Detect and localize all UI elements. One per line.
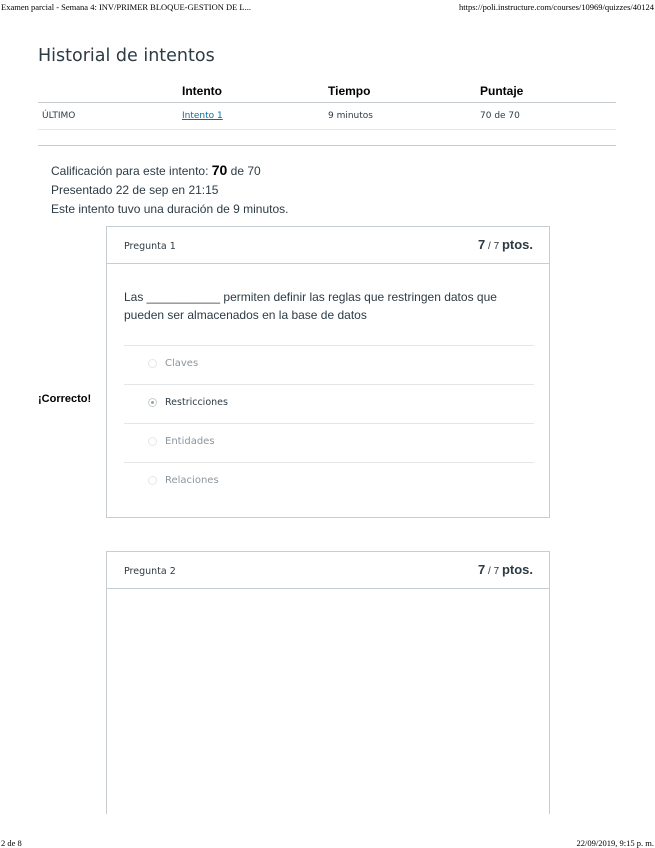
attempt-history-table bbox=[38, 80, 616, 130]
duration-text: Este intento tuvo una duración de 9 minutos. bbox=[51, 202, 289, 216]
answer-label: Entidades bbox=[165, 436, 215, 447]
attempt-cell bbox=[182, 103, 328, 130]
radio-button[interactable] bbox=[148, 476, 157, 485]
answer-option-selected[interactable] bbox=[124, 384, 534, 423]
print-header bbox=[0, 0, 655, 14]
table-row bbox=[38, 103, 616, 130]
print-page-number: 2 de 8 bbox=[1, 838, 22, 848]
print-page-title: Examen parcial - Semana 4: INV/PRIMER BLOQUE-GESTION DE L... bbox=[1, 2, 251, 12]
score-line bbox=[51, 161, 289, 181]
answer-option[interactable] bbox=[124, 423, 534, 462]
attempt-summary bbox=[51, 161, 289, 219]
answer-list bbox=[124, 345, 534, 501]
column-header-score: Puntaje bbox=[480, 80, 616, 103]
attempt-score: 70 de 70 bbox=[480, 103, 616, 130]
attempt-row-label: ÚLTIMO bbox=[38, 103, 182, 130]
radio-button-checked[interactable] bbox=[148, 398, 157, 407]
points-earned: 7 bbox=[478, 562, 486, 577]
radio-button[interactable] bbox=[148, 359, 157, 368]
table-header-row bbox=[38, 80, 616, 103]
question-card-2 bbox=[106, 551, 550, 814]
column-header-blank bbox=[38, 80, 182, 103]
answer-label: Relaciones bbox=[165, 475, 219, 486]
correct-answer-flag: ¡Correcto! bbox=[38, 393, 92, 405]
score-prefix: Calificación para este intento: bbox=[51, 164, 212, 178]
question-header bbox=[107, 227, 549, 264]
attempt-time: 9 minutos bbox=[328, 103, 480, 130]
question-points bbox=[478, 237, 533, 252]
points-total: / 7 bbox=[485, 566, 502, 577]
question-header bbox=[107, 552, 549, 589]
question-card-1 bbox=[106, 226, 550, 518]
answer-option[interactable] bbox=[124, 345, 534, 384]
print-page-url: https://poli.instructure.com/courses/10969/quizzes/40124 bbox=[459, 2, 654, 12]
radio-button[interactable] bbox=[148, 437, 157, 446]
points-total: / 7 bbox=[485, 241, 502, 252]
attempt-history-title: Historial de intentos bbox=[38, 46, 215, 66]
score-value: 70 bbox=[211, 162, 228, 178]
question-name: Pregunta 2 bbox=[124, 566, 176, 577]
score-suffix: de 70 bbox=[227, 164, 261, 178]
column-header-attempt: Intento bbox=[182, 80, 328, 103]
points-unit: ptos. bbox=[501, 562, 533, 577]
column-header-time: Tiempo bbox=[328, 80, 480, 103]
answer-label: Claves bbox=[165, 358, 199, 369]
print-datetime: 22/09/2019, 9:15 p. m. bbox=[576, 838, 654, 848]
points-unit: ptos. bbox=[501, 237, 533, 252]
divider bbox=[38, 145, 616, 146]
question-text: Las ___________ permiten definir las reglas que restringen datos que pueden ser almacenados en la base de datos bbox=[124, 290, 497, 322]
submitted-text: Presentado 22 de sep en 21:15 bbox=[51, 183, 219, 197]
answer-label: Restricciones bbox=[165, 397, 228, 408]
answer-option[interactable] bbox=[124, 462, 534, 501]
attempt-link[interactable]: Intento 1 bbox=[182, 111, 223, 121]
points-earned: 7 bbox=[478, 237, 486, 252]
question-points bbox=[478, 562, 533, 577]
question-name: Pregunta 1 bbox=[124, 241, 176, 252]
print-footer bbox=[0, 838, 655, 848]
